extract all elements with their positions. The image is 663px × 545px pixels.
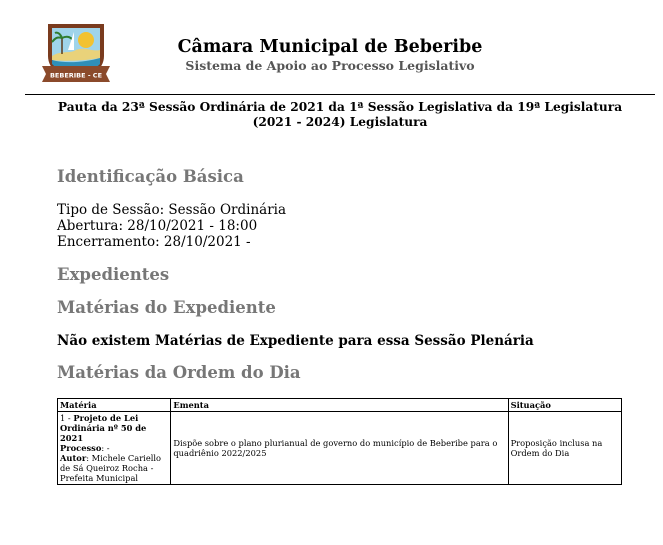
column-header-materia: Matéria bbox=[58, 399, 171, 412]
header-divider bbox=[25, 94, 655, 95]
processo-label: Processo bbox=[60, 443, 102, 453]
ementa-cell: Dispõe sobre o plano plurianual de governo do município de Beberibe para o quadriênio 2022/2025 bbox=[171, 412, 508, 485]
ordem-do-dia-heading: Matérias da Ordem do Dia bbox=[57, 363, 301, 382]
processo-value: : - bbox=[101, 443, 110, 453]
autor-value: : Michele Cariello de Sá Queiroz Rocha - Prefeita Municipal bbox=[60, 453, 162, 483]
materia-title[interactable]: Projeto de Lei Ordinária nº 50 de 2021 bbox=[60, 413, 147, 443]
materia-cell bbox=[58, 412, 171, 485]
autor-label: Autor bbox=[60, 453, 87, 463]
materias-expediente-heading: Matérias do Expediente bbox=[57, 298, 276, 317]
pauta-title-line1: Pauta da 23ª Sessão Ordinária de 2021 da 1ª Sessão Legislativa da 19ª Legislatura bbox=[57, 100, 623, 114]
system-subtitle: Sistema de Apoio ao Processo Legislativo bbox=[185, 58, 475, 73]
tipo-sessao: Tipo de Sessão: Sessão Ordinária bbox=[57, 202, 287, 218]
materia-number: 1 - bbox=[60, 413, 71, 423]
identificacao-heading: Identificação Básica bbox=[57, 167, 244, 186]
ordem-do-dia-table bbox=[57, 398, 622, 485]
table-header-row bbox=[58, 399, 622, 412]
empty-expediente-message: Não existem Matérias de Expediente para essa Sessão Plenária bbox=[57, 333, 534, 349]
page-header bbox=[0, 0, 663, 95]
encerramento: Encerramento: 28/10/2021 - bbox=[57, 234, 251, 250]
logo-lettering: BEBERIBE - CE bbox=[49, 71, 103, 80]
municipal-coat-of-arms-logo bbox=[40, 20, 112, 88]
pauta-title bbox=[22, 100, 658, 130]
organization-name: Câmara Municipal de Beberibe bbox=[177, 37, 483, 57]
column-header-situacao: Situação bbox=[508, 399, 621, 412]
pauta-title-line2: (2021 - 2024) Legislatura bbox=[252, 115, 428, 129]
situacao-cell: Proposição inclusa na Ordem do Dia bbox=[508, 412, 621, 485]
abertura: Abertura: 28/10/2021 - 18:00 bbox=[57, 218, 258, 234]
expedientes-heading: Expedientes bbox=[57, 265, 170, 284]
column-header-ementa: Ementa bbox=[171, 399, 508, 412]
table-row bbox=[58, 412, 622, 485]
